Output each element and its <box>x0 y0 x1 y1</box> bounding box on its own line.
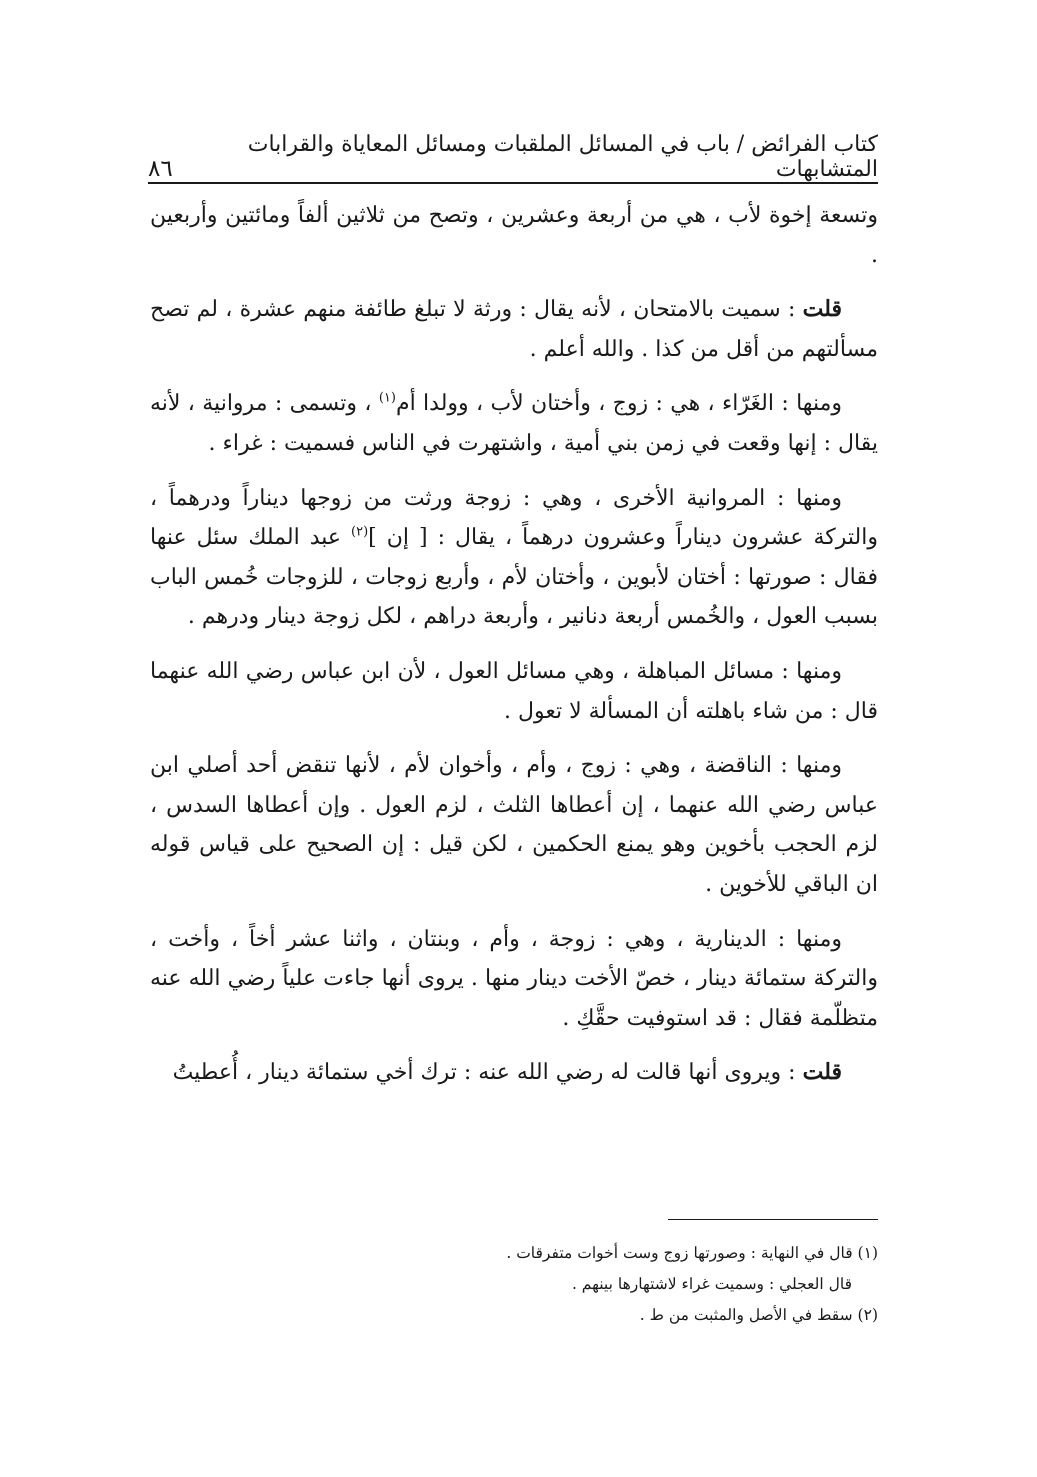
footnote-1-continuation: قال العجلي : وسميت غراء لاشتهارها بينهم . <box>571 1275 852 1293</box>
paragraph-6-text: ومنها : الناقضة ، وهي : زوج ، وأم ، وأخوان لأم ، لأنها تنقض أحد أصلي ابن عباس رضي الله عنهما ، إن أعطاها الثلث ، لزم العول . وإن أعطاها السدس ، لزم الحجب بأخوين وهو يمنع الحكمين ، لكن قيل : إن الصحيح على قياس قوله ان الباقي للأخوين . <box>150 753 878 897</box>
paragraph-8-lead: قلت <box>802 1059 842 1086</box>
body-text <box>150 196 878 1108</box>
paragraph-8 <box>150 1053 878 1093</box>
footnote-ref-2[interactable]: (٢) <box>351 524 369 540</box>
footnotes <box>300 1238 878 1331</box>
footnote-ref-1[interactable]: (١) <box>378 391 396 407</box>
paragraph-2-lead: قلت <box>802 296 842 323</box>
paragraph-4-text-b: عبد الملك سئل عنها فقال : صورتها : أختان لأبوين ، وأختان لأم ، وأربع زوجات ، للزوجات خُمس الباب بسبب العول ، والخُمس أربعة دنانير ، وأربعة دراهم ، لكل زوجة دينار ودرهم . <box>150 525 878 630</box>
running-title: كتاب الفرائض / باب في المسائل الملقبات ومسائل المعاياة والقرابات المتشابهات <box>247 132 878 182</box>
page-header <box>148 132 878 182</box>
paragraph-2 <box>150 290 878 369</box>
paragraph-8-text: : ويروى أنها قالت له رضي الله عنه : ترك أخي ستمائة دينار ، أُعطيتُ <box>172 1060 803 1086</box>
paragraph-4 <box>150 479 878 637</box>
paragraph-1 <box>150 196 878 275</box>
footnote-divider <box>668 1219 878 1220</box>
paragraph-7 <box>150 920 878 1039</box>
paragraph-3 <box>150 384 878 463</box>
paragraph-3-text-b: ، وتسمى : مروانية ، لأنه يقال : إنها وقعت في زمن بني أمية ، واشتهرت في الناس فسميت : غراء . <box>150 391 878 456</box>
footnote-2: (٢) سقط في الأصل والمثبت من ط . <box>639 1306 878 1324</box>
paragraph-7-text: ومنها : الدينارية ، وهي : زوجة ، وأم ، وبنتان ، واثنا عشر أخاً ، وأخت ، والتركة ستمائة دينار ، خصّ الأخت دينار منها . يروى أنها جاءت علياً رضي الله عنه متظلّمة فقال : قد استوفيت حقَّكِ . <box>150 926 878 1031</box>
paragraph-1-text: وتسعة إخوة لأب ، هي من أربعة وعشرين ، وتصح من ثلاثين ألفاً ومائتين وأربعين . <box>150 203 878 268</box>
paragraph-5 <box>150 652 878 731</box>
header-divider <box>148 182 878 184</box>
paragraph-4-text-a: ومنها : المروانية الأخرى ، وهي : زوجة ورثت من زوجها ديناراً ودرهماً ، والتركة عشرون ديناراً وعشرون درهماً ، يقال : [ إن ] <box>150 485 878 551</box>
paragraph-5-text: ومنها : مسائل المباهلة ، وهي مسائل العول ، لأن ابن عباس رضي الله عنهما قال : من شاء باهلته أن المسألة لا تعول . <box>150 658 878 724</box>
paragraph-3-text-a: ومنها : الغَرّاء ، هي : زوج ، وأختان لأب ، وولدا أم <box>395 391 842 417</box>
footnote-1: (١) قال في النهاية : وصورتها زوج وست أخوات متفرقات . <box>506 1244 878 1262</box>
paragraph-6 <box>150 746 878 904</box>
page-number: ٨٦ <box>148 156 173 182</box>
paragraph-2-text: : سميت بالامتحان ، لأنه يقال : ورثة لا تبلغ طائفة منهم عشرة ، لم تصح مسألتهم من أقل من كذا . والله أعلم . <box>150 297 878 362</box>
